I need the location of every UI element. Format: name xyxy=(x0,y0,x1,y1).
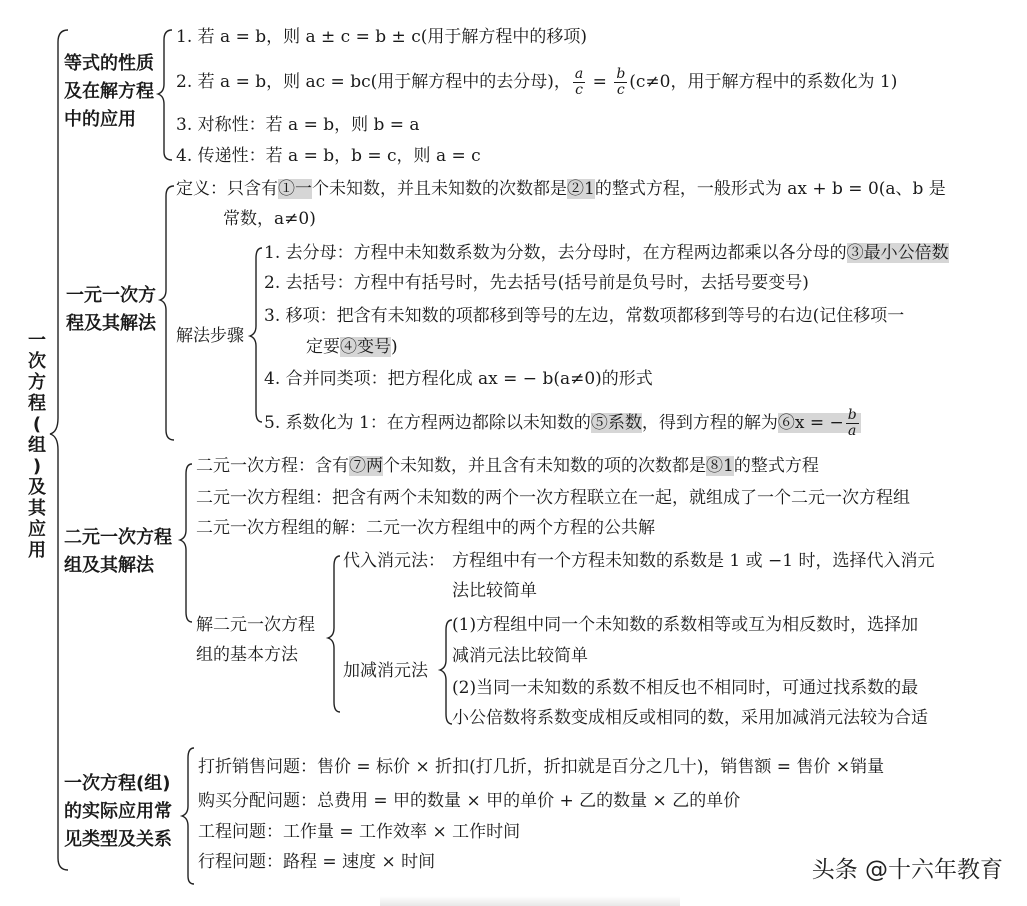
fraction-a-over-c: $\frac{a}{c}$ xyxy=(574,66,584,98)
fraction-b-over-a: $\frac{b}{a}$ xyxy=(847,407,857,439)
app-discount: 打折销售问题：售价 = 标价 × 折扣(打几折，折扣就是百分之几十)，销售额 = 售价 ×销量 xyxy=(198,757,885,777)
elimination-item-2: (2)当同一未知数的系数不相反也不相同时，可通过找系数的最 xyxy=(452,678,919,698)
substitution-text-2: 法比较简单 xyxy=(452,581,537,601)
substitution-text-1: 方程组中有一个方程未知数的系数是 1 或 −1 时，选择代入消元 xyxy=(452,551,935,571)
elimination-item-1-cont: 减消元法比较简单 xyxy=(452,646,588,666)
method-label-1: 解二元一次方程 xyxy=(196,615,315,635)
step-1: 1. 去分母：方程中未知数系数为分数，去分母时，在方程两边都乘以各分母的③最小公倍数 xyxy=(264,243,949,263)
elimination-item-1: (1)方程组中同一个未知数的系数相等或互为相反数时，选择加 xyxy=(452,615,919,635)
sec2-heading: 一元一次方 程及其解法 xyxy=(66,285,156,334)
step-3-cont: 定要④变号) xyxy=(306,337,398,357)
step-3: 3. 移项：把含有未知数的项都移到等号的左边，常数项都移到等号的右边(记住移项一 xyxy=(264,306,905,326)
sec1-item-1: 1. 若 a = b，则 a ± c = b ± c(用于解方程中的移项) xyxy=(176,27,587,47)
step-4: 4. 合并同类项：把方程化成 ax = − b(a≠0)的形式 xyxy=(264,369,653,389)
fraction-b-over-c: $\frac{b}{c}$ xyxy=(616,66,626,98)
app-purchase: 购买分配问题：总费用 = 甲的数量 × 甲的单价 + 乙的数量 × 乙的单价 xyxy=(198,791,741,811)
sec3-line-3: 二元一次方程组的解：二元一次方程组中的两个方程的公共解 xyxy=(196,518,655,538)
sec2-definition-cont: 常数，a≠0) xyxy=(223,209,316,229)
elimination-label: 加减消元法 xyxy=(343,661,428,681)
sec4-heading: 一次方程(组) 的实际应用常 见类型及关系 xyxy=(64,773,172,850)
method-label-2: 组的基本方法 xyxy=(196,645,298,665)
cut-off-edge xyxy=(380,896,680,906)
sec2-definition: 定义：只含有①一个未知数，并且未知数的次数都是②1的整式方程，一般形式为 ax + b = 0(a、b 是 xyxy=(176,179,946,199)
step-5: 5. 系数化为 1：在方程两边都除以未知数的⑤系数，得到方程的解为⑥x = − $\frac{b}{a}$ xyxy=(264,408,861,439)
substitution-label: 代入消元法： xyxy=(343,551,445,571)
steps-label: 解法步骤 xyxy=(176,326,244,346)
sec1-item-4: 4. 传递性：若 a = b，b = c，则 a = c xyxy=(176,146,481,166)
root-title: 一 次 方 程 ( 组 ) 及 其 应 用 xyxy=(28,330,46,561)
step-2: 2. 去括号：方程中有括号时，先去括号(括号前是负号时，去括号要变号) xyxy=(264,273,809,293)
watermark: 头条 @十六年教育 xyxy=(811,857,1003,883)
sec1-item-2: 2. 若 a = b，则 ac = bc(用于解方程中的去分母)， $\frac{a}{c}$ = $\frac{b}{c}$ (c≠0，用于解方程中的系数化为 1) xyxy=(176,66,898,98)
sec1-item-3: 3. 对称性：若 a = b，则 b = a xyxy=(176,115,420,135)
elimination-item-2-cont: 小公倍数将系数变成相反或相同的数，采用加减消元法较为合适 xyxy=(452,708,928,728)
sec3-line-1: 二元一次方程：含有⑦两个未知数，并且含有未知数的项的次数都是⑧1的整式方程 xyxy=(196,456,819,476)
sec3-line-2: 二元一次方程组：把含有两个未知数的两个一次方程联立在一起，就组成了一个二元一次方程组 xyxy=(196,488,910,508)
sec1-heading: 等式的性质 及在解方程 中的应用 xyxy=(64,53,154,130)
app-work: 工程问题：工作量 = 工作效率 × 工作时间 xyxy=(198,822,521,842)
app-travel: 行程问题：路程 = 速度 × 时间 xyxy=(198,852,436,872)
sec3-heading: 二元一次方程 组及其解法 xyxy=(64,527,172,576)
